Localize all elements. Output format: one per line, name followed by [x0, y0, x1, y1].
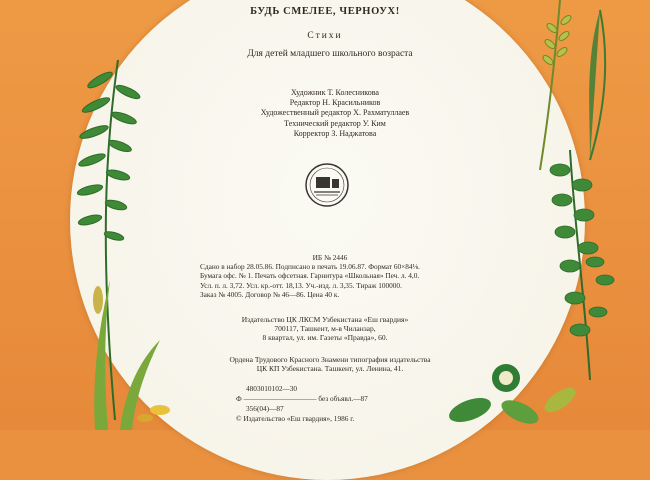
credit-line: Художественный редактор Х. Рахматуллаев: [260, 108, 410, 118]
catalog-line: 4803010102—30: [246, 384, 298, 393]
credits-block: [220, 88, 450, 139]
audience-note: Для детей младшего школьного возраста: [247, 49, 413, 59]
id-number: ИБ № 2446: [312, 253, 348, 262]
left-fern-icon: [76, 60, 141, 420]
publisher-emblem-icon: [304, 162, 350, 208]
publisher-line: 700117, Ташкент, м-в Чиланзар,: [274, 324, 376, 334]
publisher-line: Издательство ЦК ЛКСМ Узбекистана «Еш гвардия»: [241, 315, 409, 324]
book-subtitle: Стихи: [307, 31, 343, 41]
catalog-line: Ф —————————— без объявл.—87: [236, 394, 368, 403]
credit-line: Технический редактор У. Ким: [284, 118, 386, 128]
catalog-codes: [236, 384, 368, 424]
pub-info-line: Заказ № 4005. Договор № 46—86. Цена 40 к.: [200, 289, 340, 299]
credit-line: Художник Т. Колесникова: [291, 88, 379, 97]
credit-line: Редактор Н. Красильников: [289, 98, 381, 108]
publication-info: [200, 253, 460, 299]
pub-info-line: Бумага офс. № 1. Печать офсетная. Гарнитура «Школьная» Печ. л. 4,0.: [200, 271, 420, 281]
publisher-address: [225, 315, 425, 343]
pub-info-line: Сдано в набор 28.05.86. Подписано в печать 19.06.87. Формат 60×84⅛.: [200, 262, 420, 272]
printer-info: [200, 355, 460, 373]
right-wheat-icon: [540, 0, 605, 170]
credit-line: Корректор З. Наджатова: [293, 128, 377, 138]
copyright-line: © Издательство «Еш гвардия», 1986 г.: [236, 414, 355, 423]
printer-line: Ордена Трудового Красного Знамени типография издательства: [229, 355, 431, 364]
left-grass-icon: [93, 280, 170, 430]
book-title: БУДЬ СМЕЛЕЕ, ЧЕРНОУХ!: [250, 6, 400, 17]
right-leaf-icon: [550, 150, 614, 380]
pub-info-line: Усл. п. л. 3,72. Усл. кр.-отт. 18,13. Уч.-изд. л. 3,35. Тираж 100000.: [200, 280, 402, 290]
catalog-line: 356(04)—87: [246, 404, 284, 413]
right-flower-icon: [446, 364, 579, 429]
publisher-line: 8 квартал, ул. им. Газеты «Правда», 60.: [262, 333, 388, 343]
printer-line: ЦК КП Узбекистана. Ташкент, ул. Ленина, 41.: [256, 364, 404, 374]
